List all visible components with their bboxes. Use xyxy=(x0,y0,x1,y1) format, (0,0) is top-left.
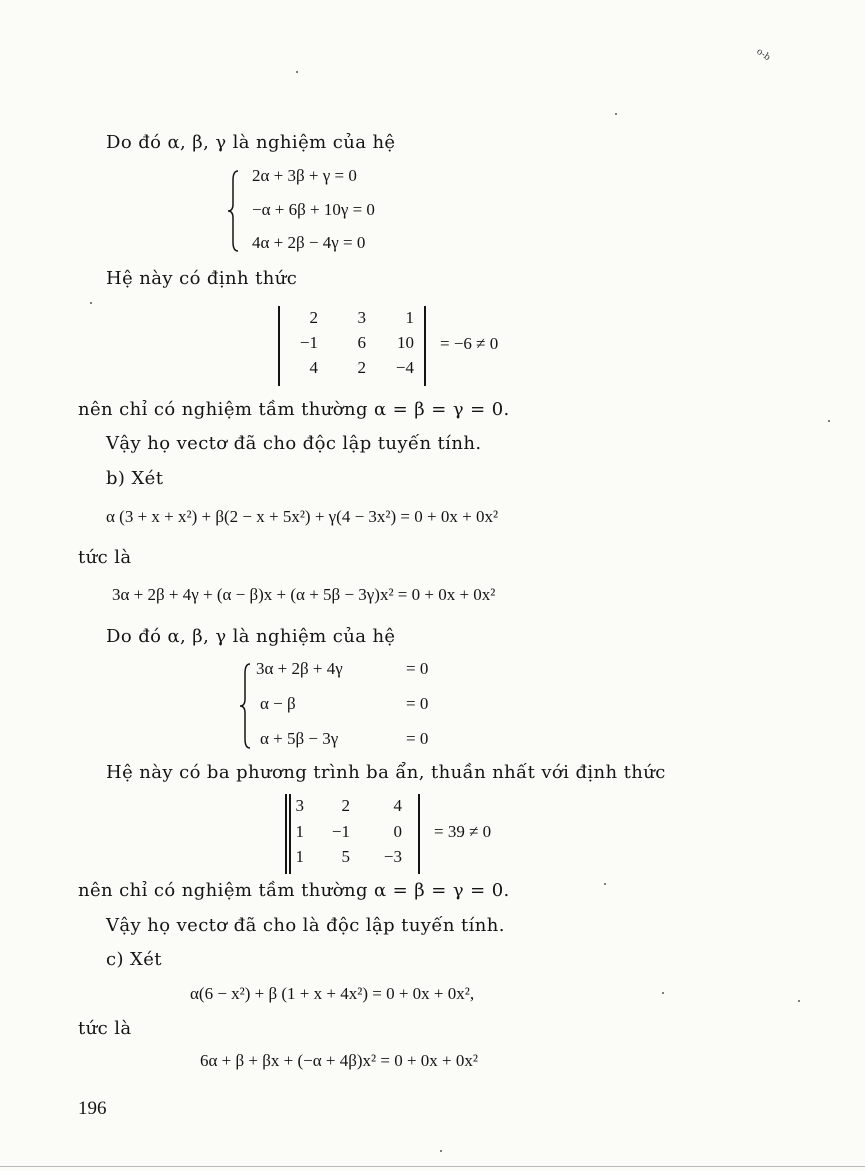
system2-eq1-rhs: = 0 xyxy=(406,659,429,678)
part-b-equation-2: 3α + 2β + 4γ + (α − β)x + (α + 5β − 3γ)x² = 0 + 0x + 0x² xyxy=(112,585,496,604)
det2-row: 1 5 −3 xyxy=(295,847,402,866)
page-number: 196 xyxy=(78,1098,107,1119)
det2-row: 1 −1 0 xyxy=(295,822,402,841)
page-bottom-edge xyxy=(0,1166,865,1167)
scan-speck xyxy=(440,1150,442,1152)
scan-speck xyxy=(296,71,298,73)
det1-result: = −6 ≠ 0 xyxy=(440,334,499,353)
system1-eq2: −α + 6β + 10γ = 0 xyxy=(252,200,375,219)
system2-brace xyxy=(238,661,254,751)
scan-speck xyxy=(798,1000,800,1002)
para2-conclusion: nên chỉ có nghiệm tầm thường α = β = γ = 0. xyxy=(78,880,510,901)
part-c-label: c) Xét xyxy=(106,949,162,970)
scan-speck xyxy=(662,992,664,994)
system2-eq2-rhs: = 0 xyxy=(406,694,429,713)
part-c-equation: α(6 − x²) + β (1 + x + 4x²) = 0 + 0x + 0x², xyxy=(190,984,475,1003)
system2-eq3-lhs: α + 5β − 3γ xyxy=(260,729,339,748)
system1-brace xyxy=(226,168,242,254)
part-c-equation-2: 6α + β + βx + (−α + 4β)x² = 0 + 0x + 0x² xyxy=(200,1051,478,1070)
det2-result: = 39 ≠ 0 xyxy=(434,822,492,841)
det1-left-bar xyxy=(278,306,280,386)
scan-speck xyxy=(90,302,92,304)
det1-row: −1 6 10 xyxy=(299,333,414,352)
det1-row: 4 2 −4 xyxy=(309,358,414,377)
para1-conclusion: nên chỉ có nghiệm tầm thường α = β = γ = 0. xyxy=(78,399,510,420)
det2-row: 3 2 4 xyxy=(295,796,402,815)
para2-final: Vậy họ vectơ đã cho là độc lập tuyến tính. xyxy=(106,915,505,936)
corner-mark: o-b xyxy=(754,46,772,64)
system2-eq3-rhs: = 0 xyxy=(406,729,429,748)
para1-final: Vậy họ vectơ đã cho độc lập tuyến tính. xyxy=(106,433,482,454)
det2-left-bar-outer xyxy=(285,794,287,874)
det1-row: 2 3 1 xyxy=(309,308,414,327)
para1-intro: Do đó α, β, γ là nghiệm của hệ xyxy=(106,132,396,153)
para1-det-intro: Hệ này có định thức xyxy=(106,268,298,289)
part-c-tucla: tức là xyxy=(78,1018,132,1039)
system1-eq3: 4α + 2β − 4γ = 0 xyxy=(252,233,366,252)
part-b-equation: α (3 + x + x²) + β(2 − x + 5x²) + γ(4 − 3x²) = 0 + 0x + 0x² xyxy=(106,507,499,526)
scan-speck xyxy=(604,883,606,885)
scan-speck xyxy=(615,113,617,115)
det2-left-bar-inner xyxy=(289,794,291,874)
scan-speck xyxy=(828,420,830,422)
part-b-tucla: tức là xyxy=(78,547,132,568)
system1-eq1: 2α + 3β + γ = 0 xyxy=(252,166,357,185)
part-b-label: b) Xét xyxy=(106,468,164,489)
para2-intro: Do đó α, β, γ là nghiệm của hệ xyxy=(106,626,396,647)
system2-eq1-lhs: 3α + 2β + 4γ xyxy=(256,659,343,678)
para2-det-intro: Hệ này có ba phương trình ba ẩn, thuần nhất với định thức xyxy=(106,762,666,783)
system2-eq2-lhs: α − β xyxy=(260,694,296,713)
det2-right-bar xyxy=(418,794,420,874)
det1-right-bar xyxy=(424,306,426,386)
